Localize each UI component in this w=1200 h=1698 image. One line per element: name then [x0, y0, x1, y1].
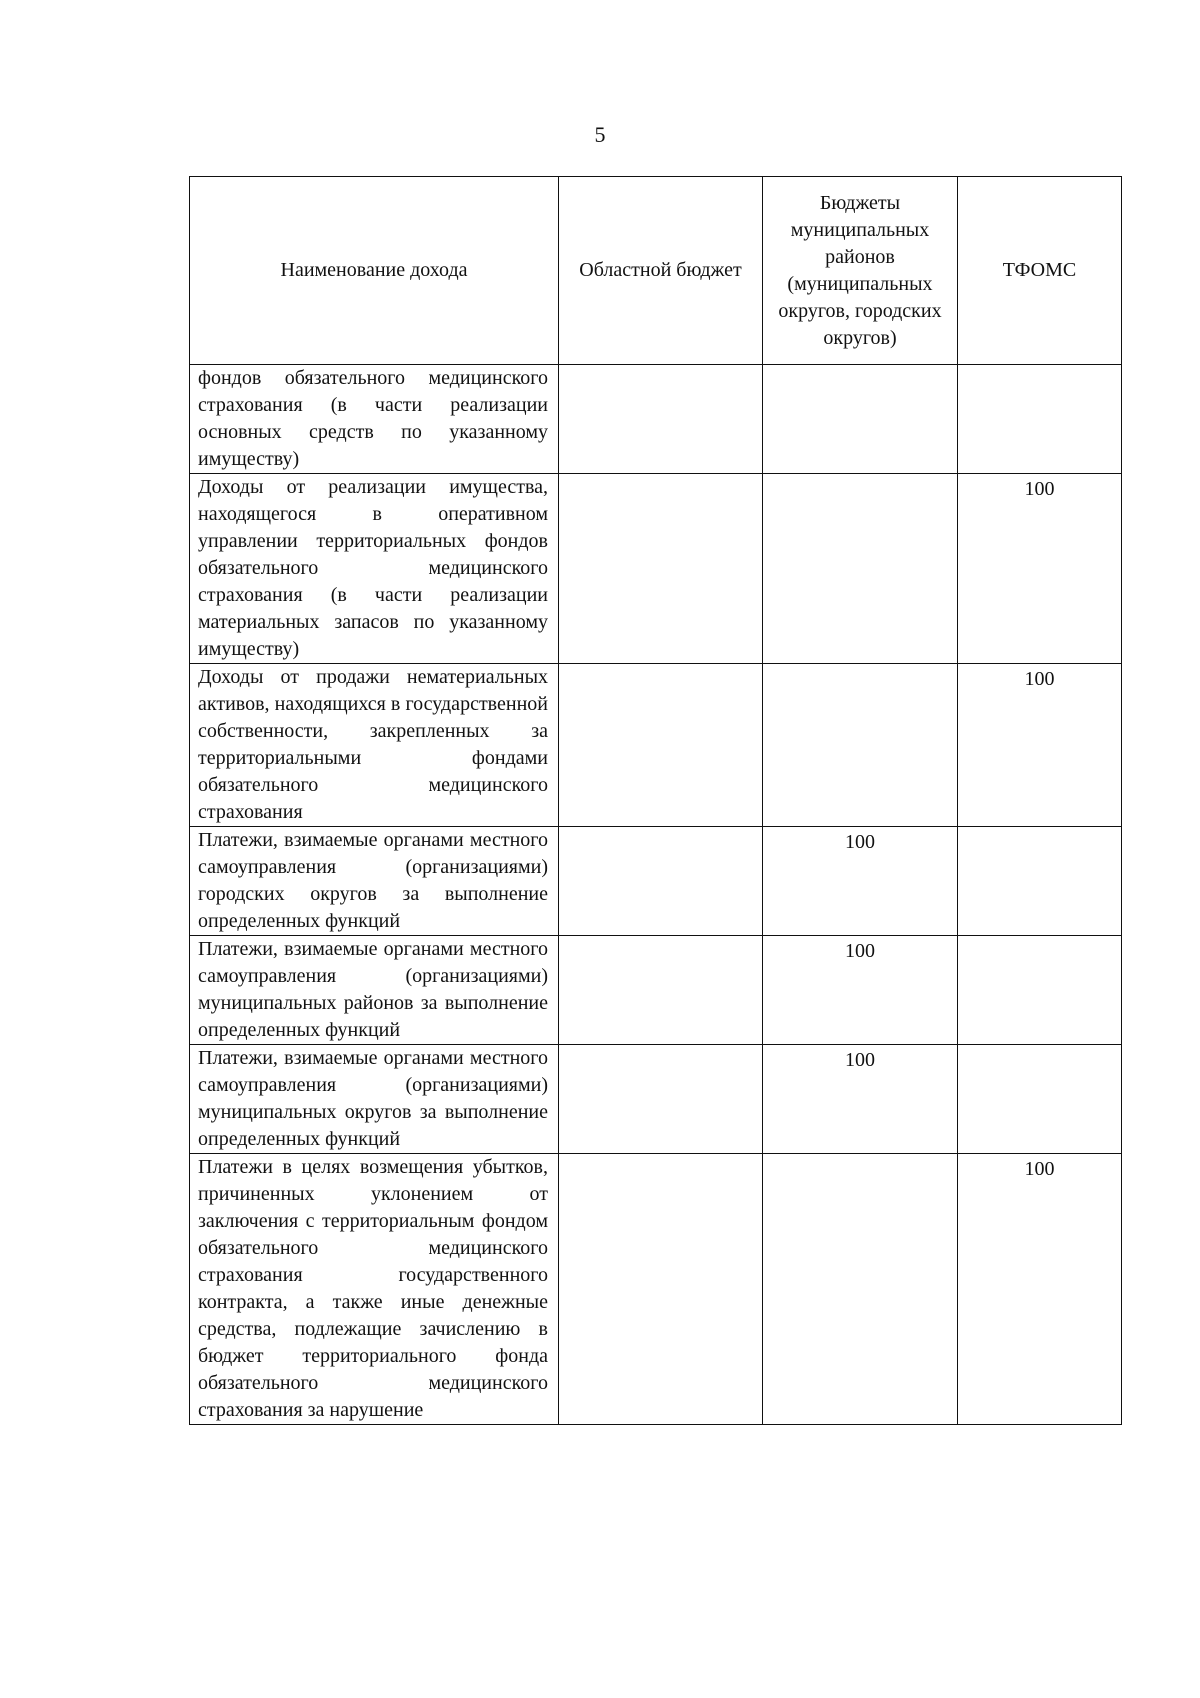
- income-distribution-table: [189, 176, 1122, 1425]
- header-regional-budget: Областной бюджет: [559, 177, 763, 365]
- tfoms-value-cell: 100: [958, 474, 1122, 664]
- tfoms-value-cell: [958, 936, 1122, 1045]
- municipal-value-cell: 100: [763, 936, 958, 1045]
- municipal-value-cell: [763, 474, 958, 664]
- municipal-value-cell: 100: [763, 827, 958, 936]
- page-number: 5: [594, 122, 606, 147]
- header-income-name: Наименование дохода: [190, 177, 559, 365]
- municipal-value-cell: [763, 1154, 958, 1425]
- municipal-value-cell: [763, 664, 958, 827]
- income-name-cell: Платежи, взимаемые органами местного самоуправления (организациями) городских округов за выполнение определенных функций: [190, 827, 559, 936]
- income-name-cell: Платежи в целях возмещения убытков, причиненных уклонением от заключения с территориальным фондом обязательного медицинского страхования государственного контракта, а также иные денежные средства, подлежащие зачислению в бюджет территориального фонда обязательного медицинского страхования за нарушение: [190, 1154, 559, 1425]
- table-row: [190, 664, 1122, 827]
- income-name-cell: Платежи, взимаемые органами местного самоуправления (организациями) муниципальных округов за выполнение определенных функций: [190, 1045, 559, 1154]
- municipal-value-cell: [763, 365, 958, 474]
- tfoms-value-cell: [958, 365, 1122, 474]
- income-name-cell: Доходы от продажи нематериальных активов, находящихся в государственной собственности, закрепленных за территориальными фондами обязательного медицинского страхования: [190, 664, 559, 827]
- regional-value-cell: [559, 474, 763, 664]
- regional-value-cell: [559, 827, 763, 936]
- tfoms-value-cell: 100: [958, 664, 1122, 827]
- regional-value-cell: [559, 664, 763, 827]
- header-municipal-budgets: Бюджеты муниципальных районов (муниципальных округов, городских округов): [763, 177, 958, 365]
- tfoms-value-cell: [958, 1045, 1122, 1154]
- table-row: [190, 1045, 1122, 1154]
- income-name-cell: фондов обязательного медицинского страхования (в части реализации основных средств по указанному имуществу): [190, 365, 559, 474]
- regional-value-cell: [559, 936, 763, 1045]
- regional-value-cell: [559, 1045, 763, 1154]
- regional-value-cell: [559, 365, 763, 474]
- income-name-cell: Платежи, взимаемые органами местного самоуправления (организациями) муниципальных районов за выполнение определенных функций: [190, 936, 559, 1045]
- table-row: [190, 936, 1122, 1045]
- table-row: [190, 365, 1122, 474]
- table-row: [190, 1154, 1122, 1425]
- tfoms-value-cell: 100: [958, 1154, 1122, 1425]
- table-row: [190, 474, 1122, 664]
- table-header-row: [190, 177, 1122, 365]
- regional-value-cell: [559, 1154, 763, 1425]
- tfoms-value-cell: [958, 827, 1122, 936]
- income-name-cell: Доходы от реализации имущества, находящегося в оперативном управлении территориальных фондов обязательного медицинского страхования (в части реализации материальных запасов по указанному имуществу): [190, 474, 559, 664]
- municipal-value-cell: 100: [763, 1045, 958, 1154]
- table-row: [190, 827, 1122, 936]
- header-tfoms: ТФОМС: [958, 177, 1122, 365]
